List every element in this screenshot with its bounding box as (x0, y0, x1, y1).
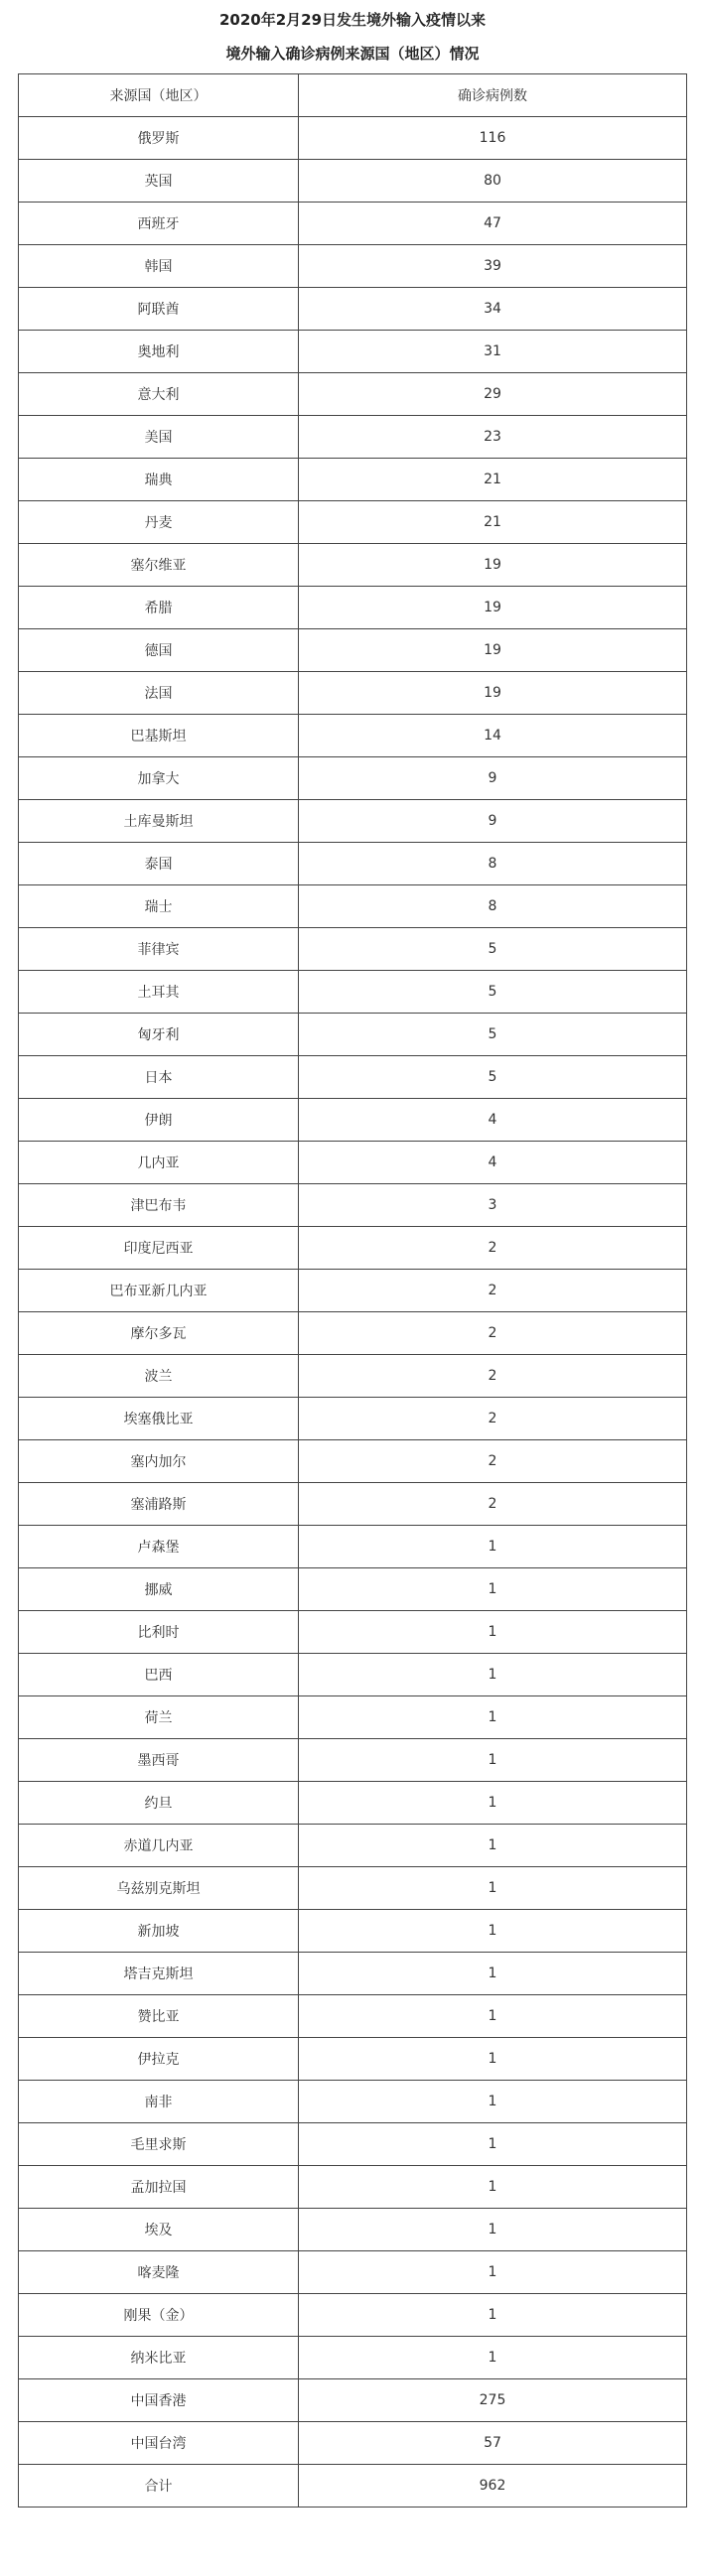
table-row (19, 2337, 687, 2379)
cell-source-region: 比利时 (19, 1611, 299, 1654)
cell-source-region: 几内亚 (19, 1142, 299, 1184)
cell-source-region: 匈牙利 (19, 1014, 299, 1056)
cell-source-region: 巴布亚新几内亚 (19, 1270, 299, 1312)
table-row (19, 1056, 687, 1099)
cell-source-region: 意大利 (19, 373, 299, 416)
table-row (19, 416, 687, 459)
table-row (19, 715, 687, 757)
cell-source-region: 纳米比亚 (19, 2337, 299, 2379)
cell-source-region: 埃及 (19, 2209, 299, 2251)
table-row (19, 1867, 687, 1910)
table-row (19, 928, 687, 971)
table-row (19, 800, 687, 843)
table-row (19, 331, 687, 373)
cell-source-region: 墨西哥 (19, 1739, 299, 1782)
table-row (19, 757, 687, 800)
cell-case-count: 116 (299, 117, 687, 160)
cell-case-count: 1 (299, 2337, 687, 2379)
cell-case-count: 1 (299, 2251, 687, 2294)
table-row (19, 288, 687, 331)
cell-source-region: 土库曼斯坦 (19, 800, 299, 843)
table-row (19, 1568, 687, 1611)
cell-source-region: 日本 (19, 1056, 299, 1099)
table-row (19, 2209, 687, 2251)
cell-source-region: 德国 (19, 629, 299, 672)
cell-case-count: 1 (299, 1910, 687, 1953)
cell-source-region: 摩尔多瓦 (19, 1312, 299, 1355)
cell-source-region: 南非 (19, 2081, 299, 2123)
table-row (19, 459, 687, 501)
table-row (19, 245, 687, 288)
cell-case-count: 2 (299, 1483, 687, 1526)
cell-source-region: 英国 (19, 160, 299, 203)
cell-source-region: 希腊 (19, 587, 299, 629)
cell-source-region: 西班牙 (19, 203, 299, 245)
cell-case-count: 1 (299, 1825, 687, 1867)
cell-case-count: 1 (299, 1696, 687, 1739)
cell-source-region: 丹麦 (19, 501, 299, 544)
table-row (19, 1611, 687, 1654)
cell-case-count: 8 (299, 843, 687, 885)
cell-source-region: 伊拉克 (19, 2038, 299, 2081)
cell-source-region: 塞浦路斯 (19, 1483, 299, 1526)
table-row (19, 1995, 687, 2038)
document-title: 2020年2月29日发生境外输入疫情以来 (218, 11, 487, 29)
table-row (19, 1227, 687, 1270)
cell-case-count: 21 (299, 459, 687, 501)
cell-case-count: 1 (299, 1654, 687, 1696)
cell-case-count: 8 (299, 885, 687, 928)
cell-source-region: 法国 (19, 672, 299, 715)
cell-source-region: 韩国 (19, 245, 299, 288)
cell-source-region: 印度尼西亚 (19, 1227, 299, 1270)
cell-case-count: 2 (299, 1312, 687, 1355)
table-row (19, 2166, 687, 2209)
cell-case-count: 275 (299, 2379, 687, 2422)
cell-source-region: 泰国 (19, 843, 299, 885)
cell-case-count: 4 (299, 1142, 687, 1184)
cell-case-count: 21 (299, 501, 687, 544)
table-row (19, 501, 687, 544)
table-header-row (19, 74, 687, 117)
cell-source-region: 荷兰 (19, 1696, 299, 1739)
table-row (19, 2465, 687, 2508)
cell-case-count: 1 (299, 1782, 687, 1825)
table-row (19, 1184, 687, 1227)
table-row (19, 2379, 687, 2422)
cell-source-region: 塞内加尔 (19, 1440, 299, 1483)
cell-case-count: 962 (299, 2465, 687, 2508)
cell-source-region: 挪威 (19, 1568, 299, 1611)
cell-source-region: 刚果（金） (19, 2294, 299, 2337)
table-row (19, 2038, 687, 2081)
table-row (19, 1696, 687, 1739)
table-row (19, 544, 687, 587)
document-subtitle: 境外输入确诊病例来源国（地区）情况 (225, 45, 480, 63)
cell-case-count: 3 (299, 1184, 687, 1227)
cell-case-count: 19 (299, 629, 687, 672)
cell-source-region: 巴西 (19, 1654, 299, 1696)
cell-case-count: 1 (299, 1995, 687, 2038)
cell-source-region: 约旦 (19, 1782, 299, 1825)
cell-case-count: 23 (299, 416, 687, 459)
cell-source-region: 塞尔维亚 (19, 544, 299, 587)
table-body (19, 117, 687, 2508)
table-row (19, 1014, 687, 1056)
table-row (19, 2251, 687, 2294)
table-row (19, 1910, 687, 1953)
table-row (19, 2422, 687, 2465)
cell-case-count: 34 (299, 288, 687, 331)
cell-source-region: 孟加拉国 (19, 2166, 299, 2209)
cell-case-count: 2 (299, 1270, 687, 1312)
cell-case-count: 29 (299, 373, 687, 416)
table-row (19, 1398, 687, 1440)
cell-case-count: 2 (299, 1440, 687, 1483)
table-row (19, 2081, 687, 2123)
cell-case-count: 1 (299, 2209, 687, 2251)
table-row (19, 1953, 687, 1995)
cell-case-count: 1 (299, 1568, 687, 1611)
cell-source-region: 瑞典 (19, 459, 299, 501)
cell-case-count: 5 (299, 971, 687, 1014)
table-row (19, 587, 687, 629)
cell-source-region: 阿联酋 (19, 288, 299, 331)
cell-source-region: 美国 (19, 416, 299, 459)
cell-case-count: 19 (299, 672, 687, 715)
cell-source-region: 卢森堡 (19, 1526, 299, 1568)
cell-case-count: 1 (299, 1526, 687, 1568)
cell-case-count: 31 (299, 331, 687, 373)
column-header-count: 确诊病例数 (299, 74, 687, 117)
cell-source-region: 巴基斯坦 (19, 715, 299, 757)
table-row (19, 1355, 687, 1398)
cell-source-region: 奥地利 (19, 331, 299, 373)
cell-case-count: 47 (299, 203, 687, 245)
table-row (19, 203, 687, 245)
table-row (19, 1825, 687, 1867)
table-row (19, 373, 687, 416)
cell-case-count: 1 (299, 2294, 687, 2337)
cell-source-region: 中国台湾 (19, 2422, 299, 2465)
cell-case-count: 2 (299, 1398, 687, 1440)
column-header-source: 来源国（地区） (19, 74, 299, 117)
table-row (19, 885, 687, 928)
cell-source-region: 波兰 (19, 1355, 299, 1398)
cell-case-count: 39 (299, 245, 687, 288)
cell-case-count: 1 (299, 2081, 687, 2123)
cell-case-count: 9 (299, 800, 687, 843)
cell-source-region: 赤道几内亚 (19, 1825, 299, 1867)
table-row (19, 1270, 687, 1312)
table-row (19, 1312, 687, 1355)
cell-case-count: 1 (299, 2166, 687, 2209)
table-row (19, 1782, 687, 1825)
cell-source-region: 塔吉克斯坦 (19, 1953, 299, 1995)
cell-source-region: 中国香港 (19, 2379, 299, 2422)
cell-case-count: 1 (299, 1739, 687, 1782)
cell-source-region: 伊朗 (19, 1099, 299, 1142)
cell-case-count: 1 (299, 1953, 687, 1995)
table-row (19, 160, 687, 203)
table-row (19, 1739, 687, 1782)
cell-source-region: 赞比亚 (19, 1995, 299, 2038)
cell-case-count: 2 (299, 1355, 687, 1398)
cell-case-count: 80 (299, 160, 687, 203)
table-row (19, 2294, 687, 2337)
cell-source-region: 津巴布韦 (19, 1184, 299, 1227)
table-row (19, 117, 687, 160)
table-row (19, 971, 687, 1014)
table-row (19, 2123, 687, 2166)
cell-case-count: 1 (299, 2123, 687, 2166)
cell-source-region: 俄罗斯 (19, 117, 299, 160)
table-row (19, 1526, 687, 1568)
cell-source-region: 土耳其 (19, 971, 299, 1014)
cell-case-count: 2 (299, 1227, 687, 1270)
cell-case-count: 5 (299, 1014, 687, 1056)
cell-source-region: 合计 (19, 2465, 299, 2508)
cell-source-region: 毛里求斯 (19, 2123, 299, 2166)
table-row (19, 1654, 687, 1696)
cell-case-count: 5 (299, 1056, 687, 1099)
cell-case-count: 4 (299, 1099, 687, 1142)
cell-case-count: 57 (299, 2422, 687, 2465)
table-row (19, 1483, 687, 1526)
table-row (19, 672, 687, 715)
cell-source-region: 乌兹别克斯坦 (19, 1867, 299, 1910)
cell-case-count: 19 (299, 587, 687, 629)
cell-case-count: 19 (299, 544, 687, 587)
cell-case-count: 1 (299, 2038, 687, 2081)
cell-case-count: 1 (299, 1611, 687, 1654)
cell-case-count: 14 (299, 715, 687, 757)
table-row (19, 1142, 687, 1184)
cell-source-region: 菲律宾 (19, 928, 299, 971)
cell-source-region: 新加坡 (19, 1910, 299, 1953)
cell-source-region: 喀麦隆 (19, 2251, 299, 2294)
cell-case-count: 9 (299, 757, 687, 800)
table-row (19, 1440, 687, 1483)
cell-source-region: 加拿大 (19, 757, 299, 800)
table-row (19, 1099, 687, 1142)
cell-source-region: 瑞士 (19, 885, 299, 928)
table-row (19, 629, 687, 672)
cell-case-count: 1 (299, 1867, 687, 1910)
cell-case-count: 5 (299, 928, 687, 971)
case-source-table (18, 73, 687, 2508)
cell-source-region: 埃塞俄比亚 (19, 1398, 299, 1440)
table-row (19, 843, 687, 885)
